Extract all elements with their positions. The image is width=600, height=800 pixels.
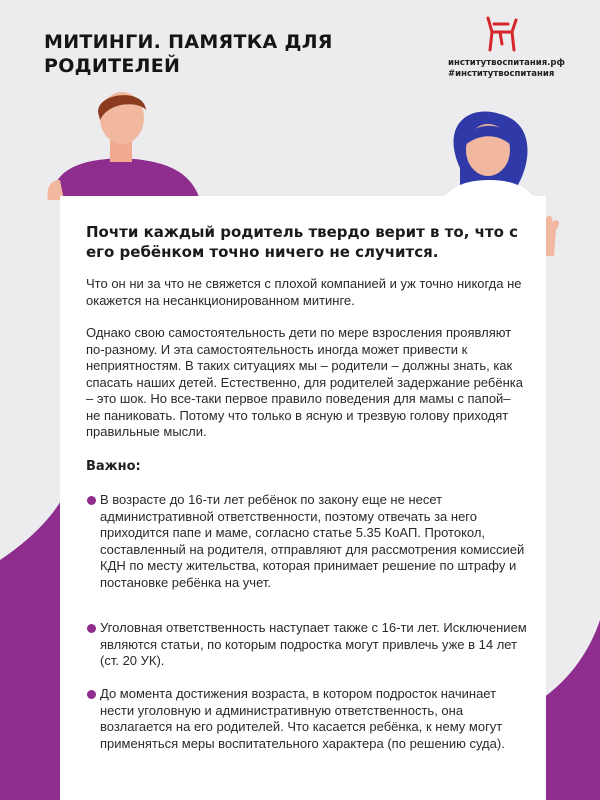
woman-illustration [400, 104, 570, 204]
bullet-text-1: В возрасте до 16-ти лет ребёнок по закону еще не несет административной ответственности, поэтому отвечать за него приходится папе и маме, согласно статье 5.35 КоАП. Протокол, составленный на родителя, отправляют для рассмотрения комиссией КДН по месту жительства, которая принимает решение по штрафу и постановке ребёнка на учет. [100, 492, 525, 590]
logo [448, 14, 568, 80]
lead-text: Почти каждый родитель твердо верит в то, что с его ребёнком точно ничего не случится. [86, 223, 519, 261]
paragraph-2: Однако свою самостоятельность дети по мере взросления проявляют по-разному. И эта самостоятельность иногда может привести к неприятностям. В таких ситуациях мы – родители – должны знать, как спасать наших детей. Естественно, для родителей задержание ребёнка – это шок. Но все-таки первое правило поведения для мамы с папой– не паниковать. Потому что только в ясную и трезвую голову приходят правильные мысли. [86, 325, 523, 439]
bullet-dot-icon [87, 496, 96, 505]
logo-site: институтвоспитания.рф [448, 58, 565, 68]
bullet-item-3 [100, 686, 530, 752]
bullet-dot-icon [87, 690, 96, 699]
bullet-dot-icon [87, 624, 96, 633]
bullet-item-2 [100, 620, 530, 670]
logo-hashtag: #институтвоспитания [448, 69, 555, 79]
page-title: МИТИНГИ. ПАМЯТКА ДЛЯ РОДИТЕЛЕЙ [44, 31, 333, 77]
bullet-text-2: Уголовная ответственность наступает также с 16-ти лет. Исключением являются статьи, по которым подростка могут привлечь уже в 14 лет (ст. 20 УК). [100, 620, 527, 668]
paragraph-1: Что он ни за что не свяжется с плохой компанией и уж точно никогда не окажется на несанкционированном митинге. [86, 276, 522, 308]
bullet-item-1 [100, 492, 530, 591]
chair-icon [484, 14, 520, 54]
important-label: Важно: [86, 459, 141, 474]
man-illustration [40, 88, 210, 200]
bullet-text-3: До момента достижения возраста, в котором подросток начинает нести уголовную и административную ответственность, она возлагается на его родителей. Что касается ребёнка, к нему могут применяться меры воспитательного характера (по решению суда). [100, 686, 505, 751]
